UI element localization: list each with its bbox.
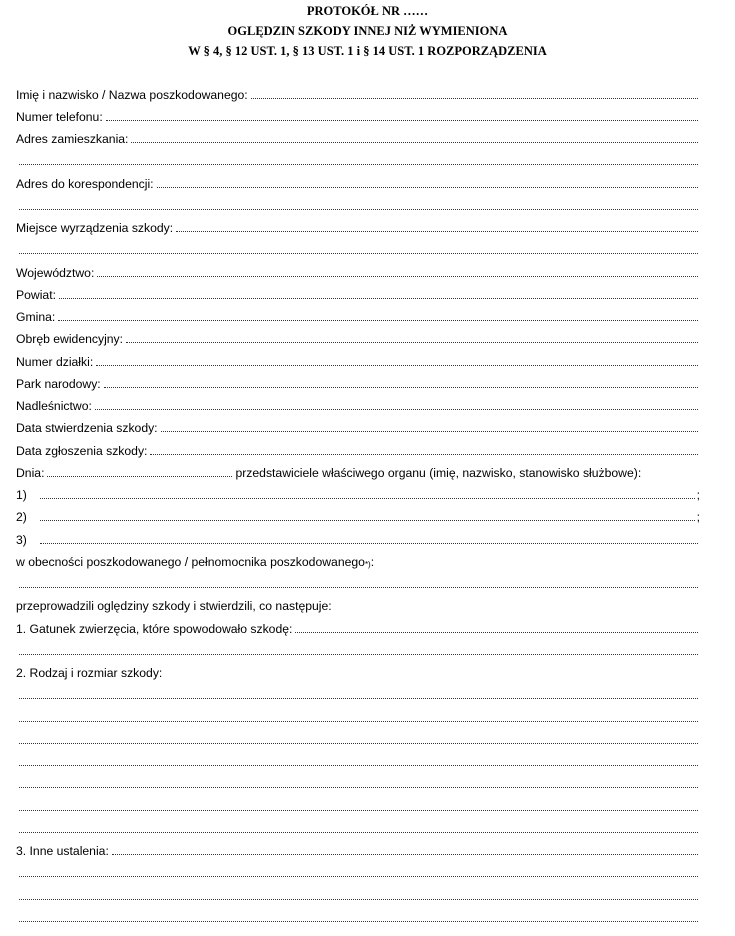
dotted-line: [19, 786, 698, 788]
date-found-dotted-line: [161, 430, 698, 432]
dotted-line: [19, 208, 698, 210]
other-findings-line[interactable]: [16, 885, 700, 903]
county-label: Powiat:: [16, 288, 56, 302]
semicolon: ;: [696, 510, 700, 524]
date-reported-dotted-line: [150, 453, 698, 455]
damage-type-line[interactable]: [16, 751, 700, 769]
presence-label-line: [16, 551, 700, 569]
dotted-line: [19, 920, 698, 922]
phone-dotted-line: [106, 119, 698, 121]
date-reported-field[interactable]: [16, 440, 700, 458]
dotted-line: [19, 764, 698, 766]
forest-district-label: Nadleśnictwo:: [16, 399, 92, 413]
species-dotted-line: [295, 631, 698, 633]
address-label: Adres zamieszkania:: [16, 132, 129, 146]
representative-1-dotted-line: [40, 497, 695, 499]
precinct-field[interactable]: [16, 328, 700, 346]
inspection-statement: przeprowadzili oględziny szkody i stwierdzili, co następuje:: [16, 599, 332, 613]
county-field[interactable]: [16, 284, 700, 302]
correspondence-field[interactable]: [16, 173, 700, 191]
representatives-label: przedstawiciele właściwego organu (imię, nazwisko, stanowisko służbowe):: [235, 466, 642, 480]
damage-place-continuation-line[interactable]: [16, 239, 700, 257]
phone-field[interactable]: [16, 106, 700, 124]
phone-label: Numer telefonu:: [16, 110, 103, 124]
address-continuation-line[interactable]: [16, 150, 700, 168]
address-field[interactable]: [16, 128, 700, 146]
day-field[interactable]: [16, 462, 700, 480]
representative-3-number: 3): [16, 533, 27, 547]
damage-type-heading-line: [16, 662, 700, 680]
damage-type-label: 2. Rodzaj i rozmiar szkody:: [16, 666, 163, 680]
damage-type-line[interactable]: [16, 729, 700, 747]
representative-1-number: 1): [16, 488, 27, 502]
damage-place-label: Miejsce wyrządzenia szkody:: [16, 221, 174, 235]
commune-dotted-line: [58, 319, 698, 321]
other-findings-label: 3. Inne ustalenia:: [16, 844, 109, 858]
date-found-field[interactable]: [16, 417, 700, 435]
presence-colon: :: [370, 555, 375, 569]
address-dotted-line: [131, 141, 698, 143]
species-continuation-line[interactable]: [16, 640, 700, 658]
voivodeship-label: Województwo:: [16, 266, 95, 280]
forest-district-dotted-line: [95, 408, 698, 410]
correspondence-label: Adres do korespondencji:: [16, 177, 154, 191]
species-label: 1. Gatunek zwierzęcia, które spowodowało szkodę:: [16, 622, 293, 636]
national-park-dotted-line: [104, 386, 698, 388]
dotted-line: [19, 831, 698, 833]
dotted-line: [19, 252, 698, 254]
document-subtitle: OGLĘDZIN SZKODY INNEJ NIŻ WYMIENIONA: [227, 24, 508, 38]
name-dotted-line: [251, 97, 698, 99]
damage-place-field[interactable]: [16, 217, 700, 235]
dotted-line: [19, 742, 698, 744]
date-reported-label: Data zgłoszenia szkody:: [16, 444, 148, 458]
date-found-label: Data stwierdzenia szkody:: [16, 421, 158, 435]
representative-2-dotted-line: [40, 519, 695, 521]
representative-3-field[interactable]: [16, 529, 700, 547]
dotted-line: [19, 163, 698, 165]
plot-field[interactable]: [16, 351, 700, 369]
day-dotted-line: [47, 475, 232, 477]
precinct-label: Obręb ewidencyjny:: [16, 332, 124, 346]
damage-type-line[interactable]: [16, 818, 700, 836]
damage-type-line[interactable]: [16, 707, 700, 725]
other-findings-line[interactable]: [16, 862, 700, 880]
presence-field-line[interactable]: [16, 573, 700, 591]
dotted-line: [19, 720, 698, 722]
national-park-label: Park narodowy:: [16, 377, 101, 391]
species-field[interactable]: [16, 618, 700, 636]
name-label: Imię i nazwisko / Nazwa poszkodowanego:: [16, 88, 248, 102]
presence-label: w obecności poszkodowanego / pełnomocnika poszkodowanego: [16, 555, 365, 569]
dotted-line: [19, 898, 698, 900]
other-findings-dotted-line: [112, 853, 698, 855]
precinct-dotted-line: [126, 341, 698, 343]
plot-dotted-line: [96, 364, 698, 366]
dotted-line: [19, 586, 698, 588]
damage-type-line[interactable]: [16, 796, 700, 814]
dotted-line: [19, 697, 698, 699]
name-field[interactable]: [16, 84, 700, 102]
representative-2-field[interactable]: [16, 506, 700, 524]
representative-2-number: 2): [16, 510, 27, 524]
dotted-line: [19, 809, 698, 811]
damage-place-dotted-line: [176, 230, 698, 232]
inspection-statement-line: [16, 595, 700, 613]
dotted-line: [19, 875, 698, 877]
semicolon: ;: [696, 488, 700, 502]
damage-type-line[interactable]: [16, 773, 700, 791]
national-park-field[interactable]: [16, 373, 700, 391]
dotted-line: [19, 653, 698, 655]
representative-3-dotted-line: [40, 542, 698, 544]
county-dotted-line: [59, 297, 698, 299]
document-title: PROTOKÓŁ NR ……: [306, 4, 429, 18]
document-legal-basis: W § 4, § 12 UST. 1, § 13 UST. 1 i § 14 UST. 1 ROZPORZĄDZENIA: [188, 44, 547, 58]
footnote-marker: *): [364, 560, 371, 569]
voivodeship-dotted-line: [97, 275, 698, 277]
day-label: Dnia:: [16, 466, 45, 480]
commune-label: Gmina:: [16, 310, 56, 324]
plot-label: Numer działki:: [16, 355, 94, 369]
voivodeship-field[interactable]: [16, 262, 700, 280]
commune-field[interactable]: [16, 306, 700, 324]
correspondence-dotted-line: [157, 186, 698, 188]
forest-district-field[interactable]: [16, 395, 700, 413]
other-findings-field[interactable]: [16, 840, 700, 858]
correspondence-continuation-line[interactable]: [16, 195, 700, 213]
representative-1-field[interactable]: [16, 484, 700, 502]
other-findings-line[interactable]: [16, 907, 700, 925]
damage-type-line[interactable]: [16, 684, 700, 702]
